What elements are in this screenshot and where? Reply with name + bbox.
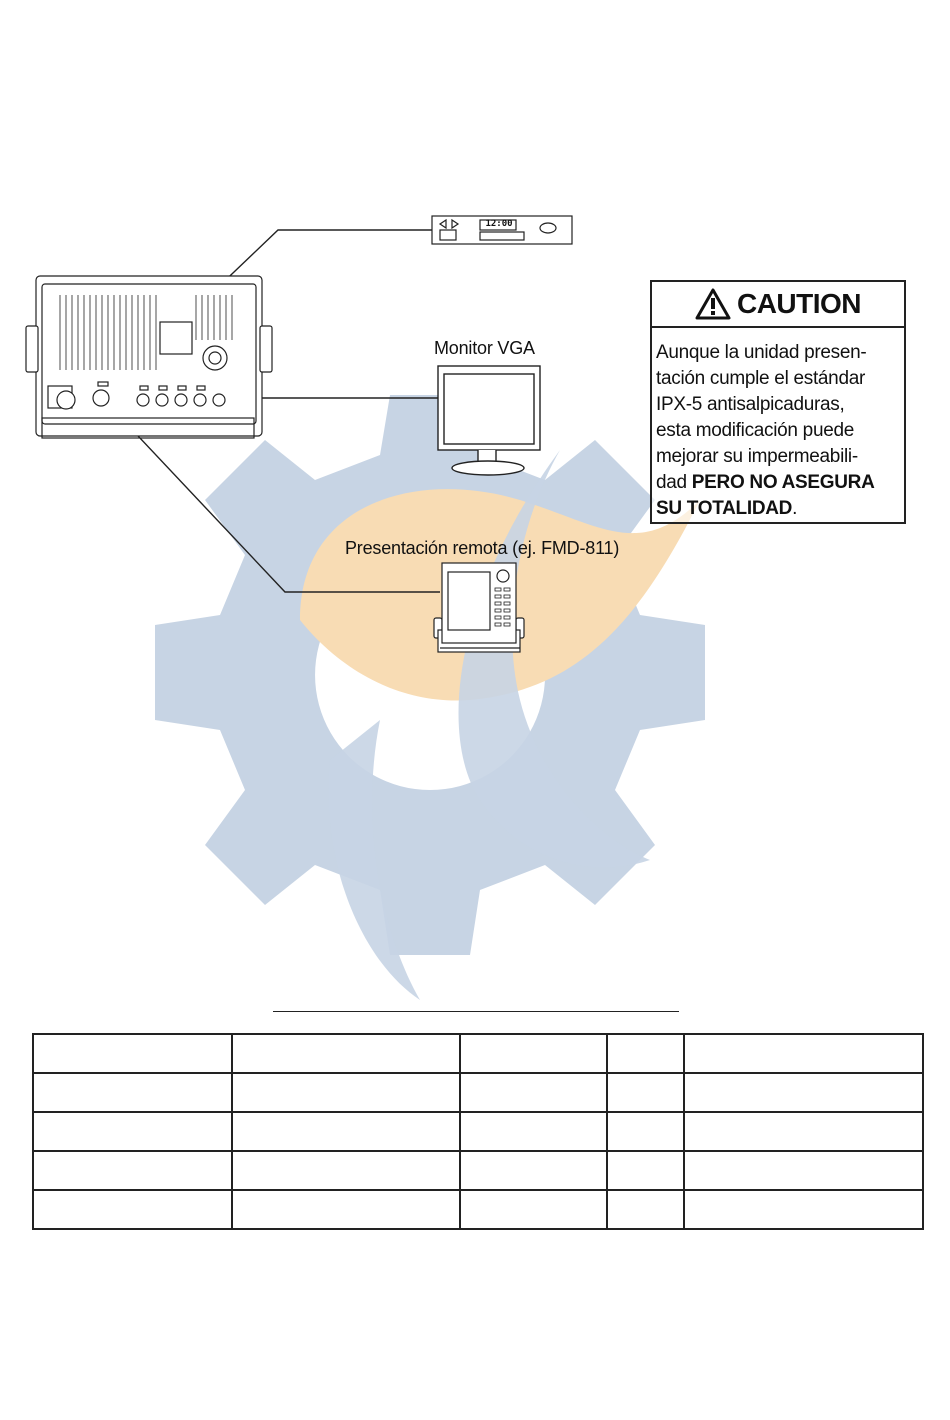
- table-cell: [232, 1034, 460, 1073]
- table-cell: [232, 1190, 460, 1229]
- caution-line: mejorar su impermeabili-: [656, 446, 858, 467]
- caution-line: [656, 470, 900, 496]
- caution-text-normal: .: [792, 498, 798, 519]
- table-cell: [460, 1190, 607, 1229]
- table-cell: [33, 1151, 232, 1190]
- monitor-vga-label: Monitor VGA: [434, 338, 535, 358]
- table-cell: [684, 1112, 923, 1151]
- remote-display-label: Presentación remota (ej. FMD-811): [345, 538, 620, 558]
- table-cell: [607, 1151, 684, 1190]
- caution-title: CAUTION: [736, 288, 862, 319]
- caution-line: [656, 496, 900, 522]
- caution-line: esta modificación puede: [656, 420, 855, 441]
- table-cell: [33, 1190, 232, 1229]
- table-cell: [232, 1112, 460, 1151]
- main-unit-rear: [26, 276, 272, 438]
- caution-box: [650, 280, 906, 524]
- recorder-clock-readout: 12:00: [485, 219, 513, 229]
- caution-header: [652, 282, 904, 328]
- spec-table-body: [33, 1034, 923, 1229]
- table-cell: [33, 1112, 232, 1151]
- table-row: [33, 1073, 923, 1112]
- table-cell: [607, 1112, 684, 1151]
- table-row: [33, 1190, 923, 1229]
- caution-text: [652, 328, 904, 522]
- table-cell: [33, 1034, 232, 1073]
- remote-display-illustration: [434, 563, 524, 652]
- table-cell: [232, 1151, 460, 1190]
- table-title-rule: [273, 1011, 679, 1012]
- table-cell: [460, 1151, 607, 1190]
- table-cell: [460, 1073, 607, 1112]
- table-cell: [33, 1073, 232, 1112]
- table-row: [33, 1151, 923, 1190]
- caution-line: Aunque la unidad presen-: [656, 342, 867, 363]
- caution-text-emphasis: PERO NO ASEGURA: [691, 472, 875, 493]
- table-cell: [607, 1034, 684, 1073]
- table-cell: [684, 1190, 923, 1229]
- table-cell: [684, 1034, 923, 1073]
- table-cell: [232, 1073, 460, 1112]
- caution-line: IPX-5 antisalpicaduras,: [656, 394, 845, 415]
- table-cell: [607, 1190, 684, 1229]
- table-row: [33, 1112, 923, 1151]
- spec-table: [32, 1033, 924, 1230]
- caution-text-normal: dad: [656, 472, 692, 493]
- table-cell: [460, 1034, 607, 1073]
- table-row: [33, 1034, 923, 1073]
- table-cell: [684, 1151, 923, 1190]
- table-cell: [460, 1112, 607, 1151]
- warning-triangle-icon: [695, 288, 731, 320]
- caution-line: tación cumple el estándar: [656, 368, 866, 389]
- table-cell: [607, 1073, 684, 1112]
- table-cell: [684, 1073, 923, 1112]
- caution-text-emphasis: SU TOTALIDAD: [656, 498, 793, 519]
